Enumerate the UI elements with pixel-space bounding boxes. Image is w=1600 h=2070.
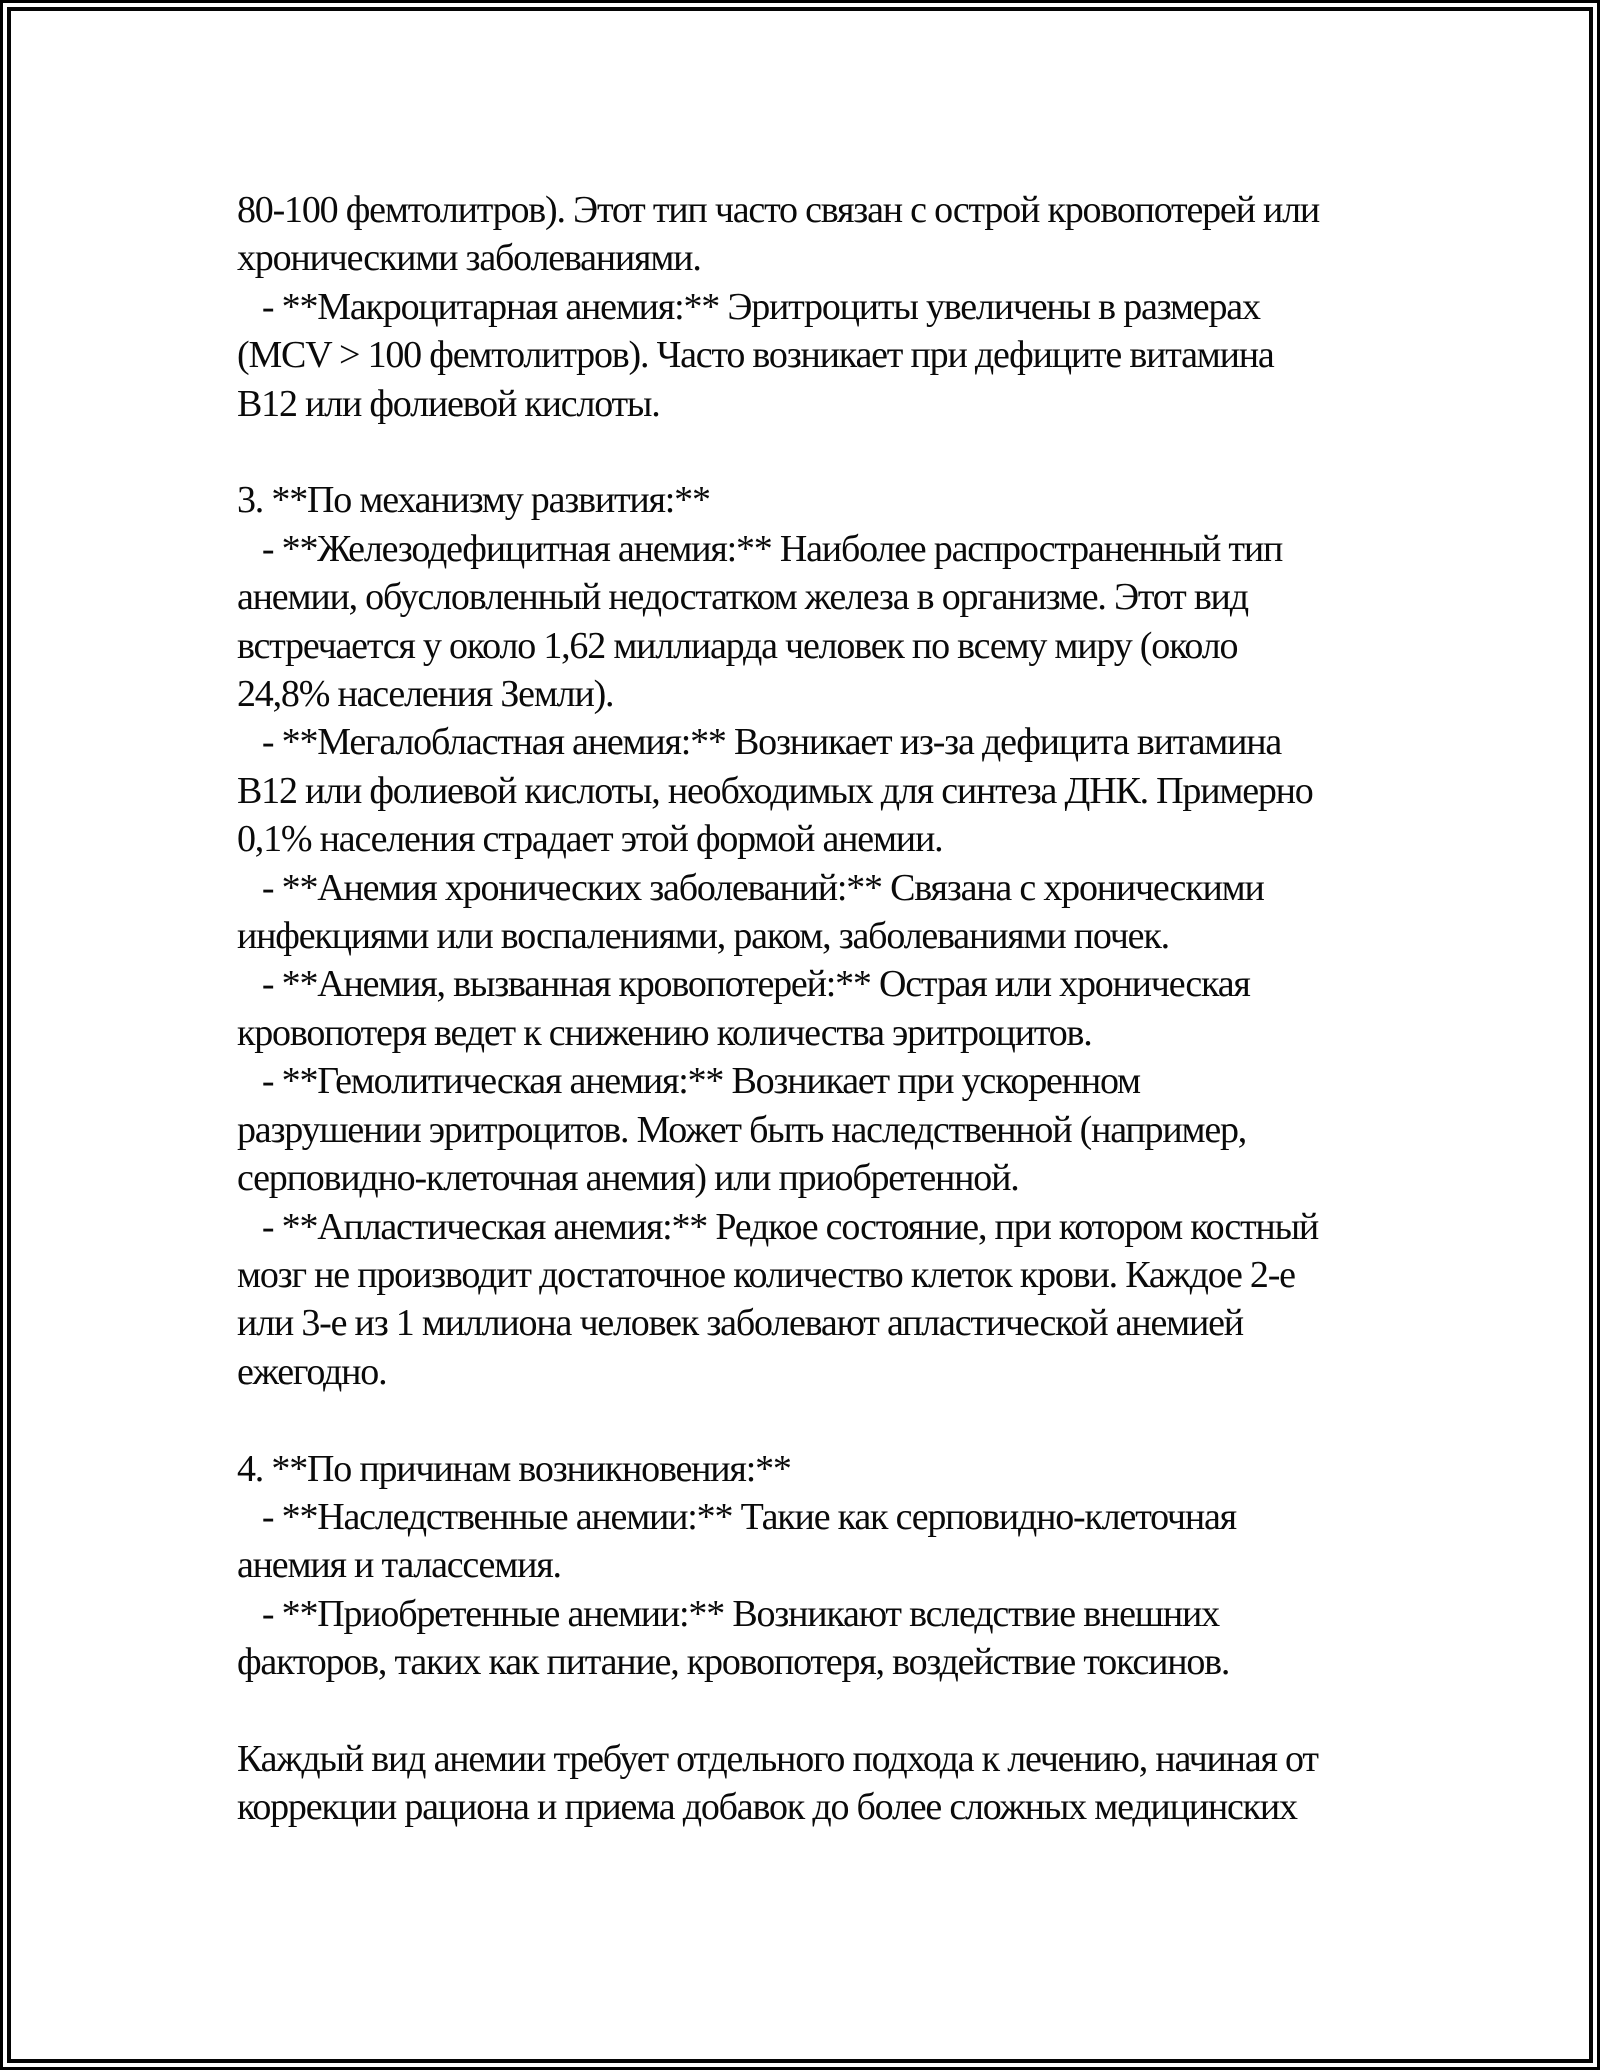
text-line: разрушении эритроцитов. Может быть наследственной (например, — [237, 1108, 1247, 1151]
text-line: (MCV > 100 фемтолитров). Часто возникает при дефиците витамина — [237, 334, 1274, 377]
text-line-bullet: - **Приобретенные анемии:** Возникают вследствие внешних — [237, 1592, 1219, 1635]
blank-line — [237, 1687, 1319, 1735]
text-line-bullet: - **Макроцитарная анемия:** Эритроциты увеличены в размерах — [237, 285, 1260, 328]
section-heading-4: 4. **По причинам возникновения:** — [237, 1447, 791, 1490]
text-line: или 3-е из 1 миллиона человек заболевают апластической анемией — [237, 1302, 1243, 1345]
text-line: встречается у около 1,62 миллиарда человек по всему миру (около — [237, 624, 1238, 667]
text-line-bullet: - **Железодефицитная анемия:** Наиболее распространенный тип — [237, 527, 1283, 570]
text-line: 80-100 фемтолитров). Этот тип часто связан с острой кровопотерей или — [237, 189, 1320, 231]
text-line-bullet: - **Анемия хронических заболеваний:** Связана с хроническими — [237, 866, 1264, 909]
text-line-bullet: - **Гемолитическая анемия:** Возникает при ускоренном — [237, 1060, 1140, 1103]
text-line-bullet: - **Анемия, вызванная кровопотерей:** Острая или хроническая — [237, 963, 1250, 1006]
text-line: факторов, таких как питание, кровопотеря, воздействие токсинов. — [237, 1641, 1230, 1684]
text-line: Каждый вид анемии требует отдельного подхода к лечению, начиная от — [237, 1737, 1318, 1780]
text-line: коррекции рациона и приема добавок до более сложных медицинских — [237, 1786, 1297, 1829]
text-line: кровопотеря ведет к снижению количества эритроцитов. — [237, 1011, 1092, 1054]
document-text-block — [237, 186, 1319, 1832]
text-line: анемии, обусловленный недостатком железа в организме. Этот вид — [237, 576, 1248, 619]
section-heading-3: 3. **По механизму развития:** — [237, 479, 710, 522]
text-line: 0,1% населения страдает этой формой анемии. — [237, 818, 943, 861]
text-line: 24,8% населения Земли). — [237, 673, 614, 716]
text-line: анемия и талассемия. — [237, 1544, 561, 1587]
text-line: инфекциями или воспалениями, раком, заболеваниями почек. — [237, 915, 1169, 958]
text-line: хроническими заболеваниями. — [237, 237, 701, 280]
text-line-bullet: - **Наследственные анемии:** Такие как серповидно-клеточная — [237, 1495, 1236, 1538]
text-line: В12 или фолиевой кислоты, необходимых для синтеза ДНК. Примерно — [237, 769, 1313, 812]
blank-line — [237, 1396, 1319, 1444]
text-line-bullet: - **Мегалобластная анемия:** Возникает из-за дефицита витамина — [237, 721, 1282, 764]
text-line: серповидно-клеточная анемия) или приобретенной. — [237, 1157, 1019, 1200]
text-line: ежегодно. — [237, 1350, 387, 1393]
text-line-bullet: - **Апластическая анемия:** Редкое состояние, при котором костный — [237, 1205, 1319, 1248]
text-line: В12 или фолиевой кислоты. — [237, 382, 660, 425]
text-line: мозг не производит достаточное количество клеток крови. Каждое 2-е — [237, 1253, 1295, 1296]
blank-line — [237, 428, 1319, 476]
